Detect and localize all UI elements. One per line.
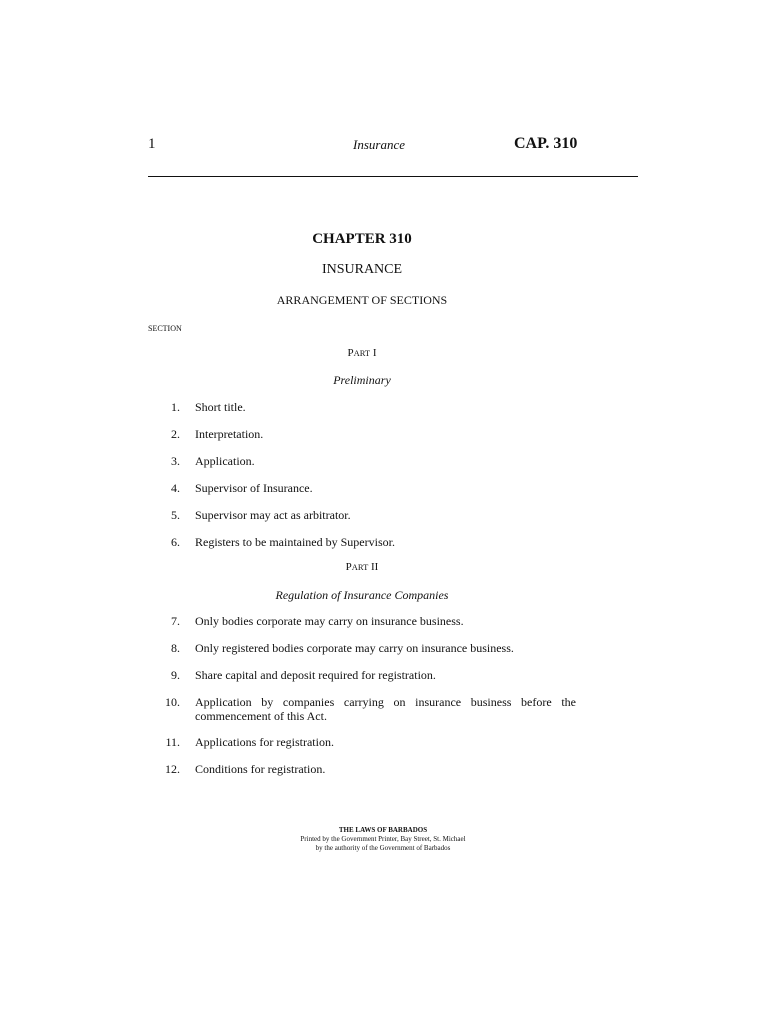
section-number: 2. [171,427,180,441]
section-title: Applications for registration. [195,735,334,749]
part-heading-numeral: II [371,561,379,573]
part-heading-initial: P [347,347,354,359]
section-number: 5. [171,508,180,522]
section-title: Application. [195,454,255,468]
section-number: 12. [165,762,180,776]
section-number: 1. [171,400,180,414]
footer-laws-title: THE LAWS OF BARBADOS [338,826,428,834]
page-header [148,136,638,158]
section-number: 9. [171,668,180,682]
part-subtitle-2: Regulation of Insurance Companies [275,588,449,602]
running-title: Insurance [353,137,405,152]
section-number: 7. [171,614,180,628]
part-heading-rest: ART [353,348,371,358]
header-rule [148,176,638,177]
section-title: Short title. [195,400,246,414]
section-title: Only bodies corporate may carry on insurance business. [195,614,464,628]
footer-authority: by the authority of the Government of Barbados [315,844,451,852]
chapter-cap-label: CAP. 310 [514,135,578,152]
section-title: Conditions for registration. [195,762,326,776]
section-number: 10. [165,695,180,709]
part-heading-1 [148,347,576,359]
part-heading-rest: ART [351,562,369,572]
arrangement-heading: ARRANGEMENT OF SECTIONS [276,293,448,307]
section-number: 3. [171,454,180,468]
part-subtitle-1: Preliminary [333,373,391,387]
section-number: 4. [171,481,180,495]
section-title: Supervisor of Insurance. [195,481,313,495]
chapter-title: CHAPTER 310 [312,231,412,247]
section-number: 8. [171,641,180,655]
act-title: INSURANCE [321,262,403,277]
section-title: Supervisor may act as arbitrator. [195,508,351,522]
section-title: Application by companies carrying on insurance business before the commencement of this Act. [195,695,576,723]
section-title: Registers to be maintained by Supervisor. [195,535,395,549]
part-heading-2 [148,561,576,573]
page-number: 1 [148,136,156,152]
part-heading-numeral: I [372,347,377,359]
section-title: Interpretation. [195,427,264,441]
footer-printer: Printed by the Government Printer, Bay Street, St. Michael [300,835,466,843]
part-heading-initial: P [345,561,352,573]
section-number: 6. [171,535,180,549]
section-title: Share capital and deposit required for registration. [195,668,436,682]
section-title: Only registered bodies corporate may carry on insurance business. [195,641,514,655]
section-column-label: SECTION [148,324,182,333]
section-number: 11. [165,735,180,749]
